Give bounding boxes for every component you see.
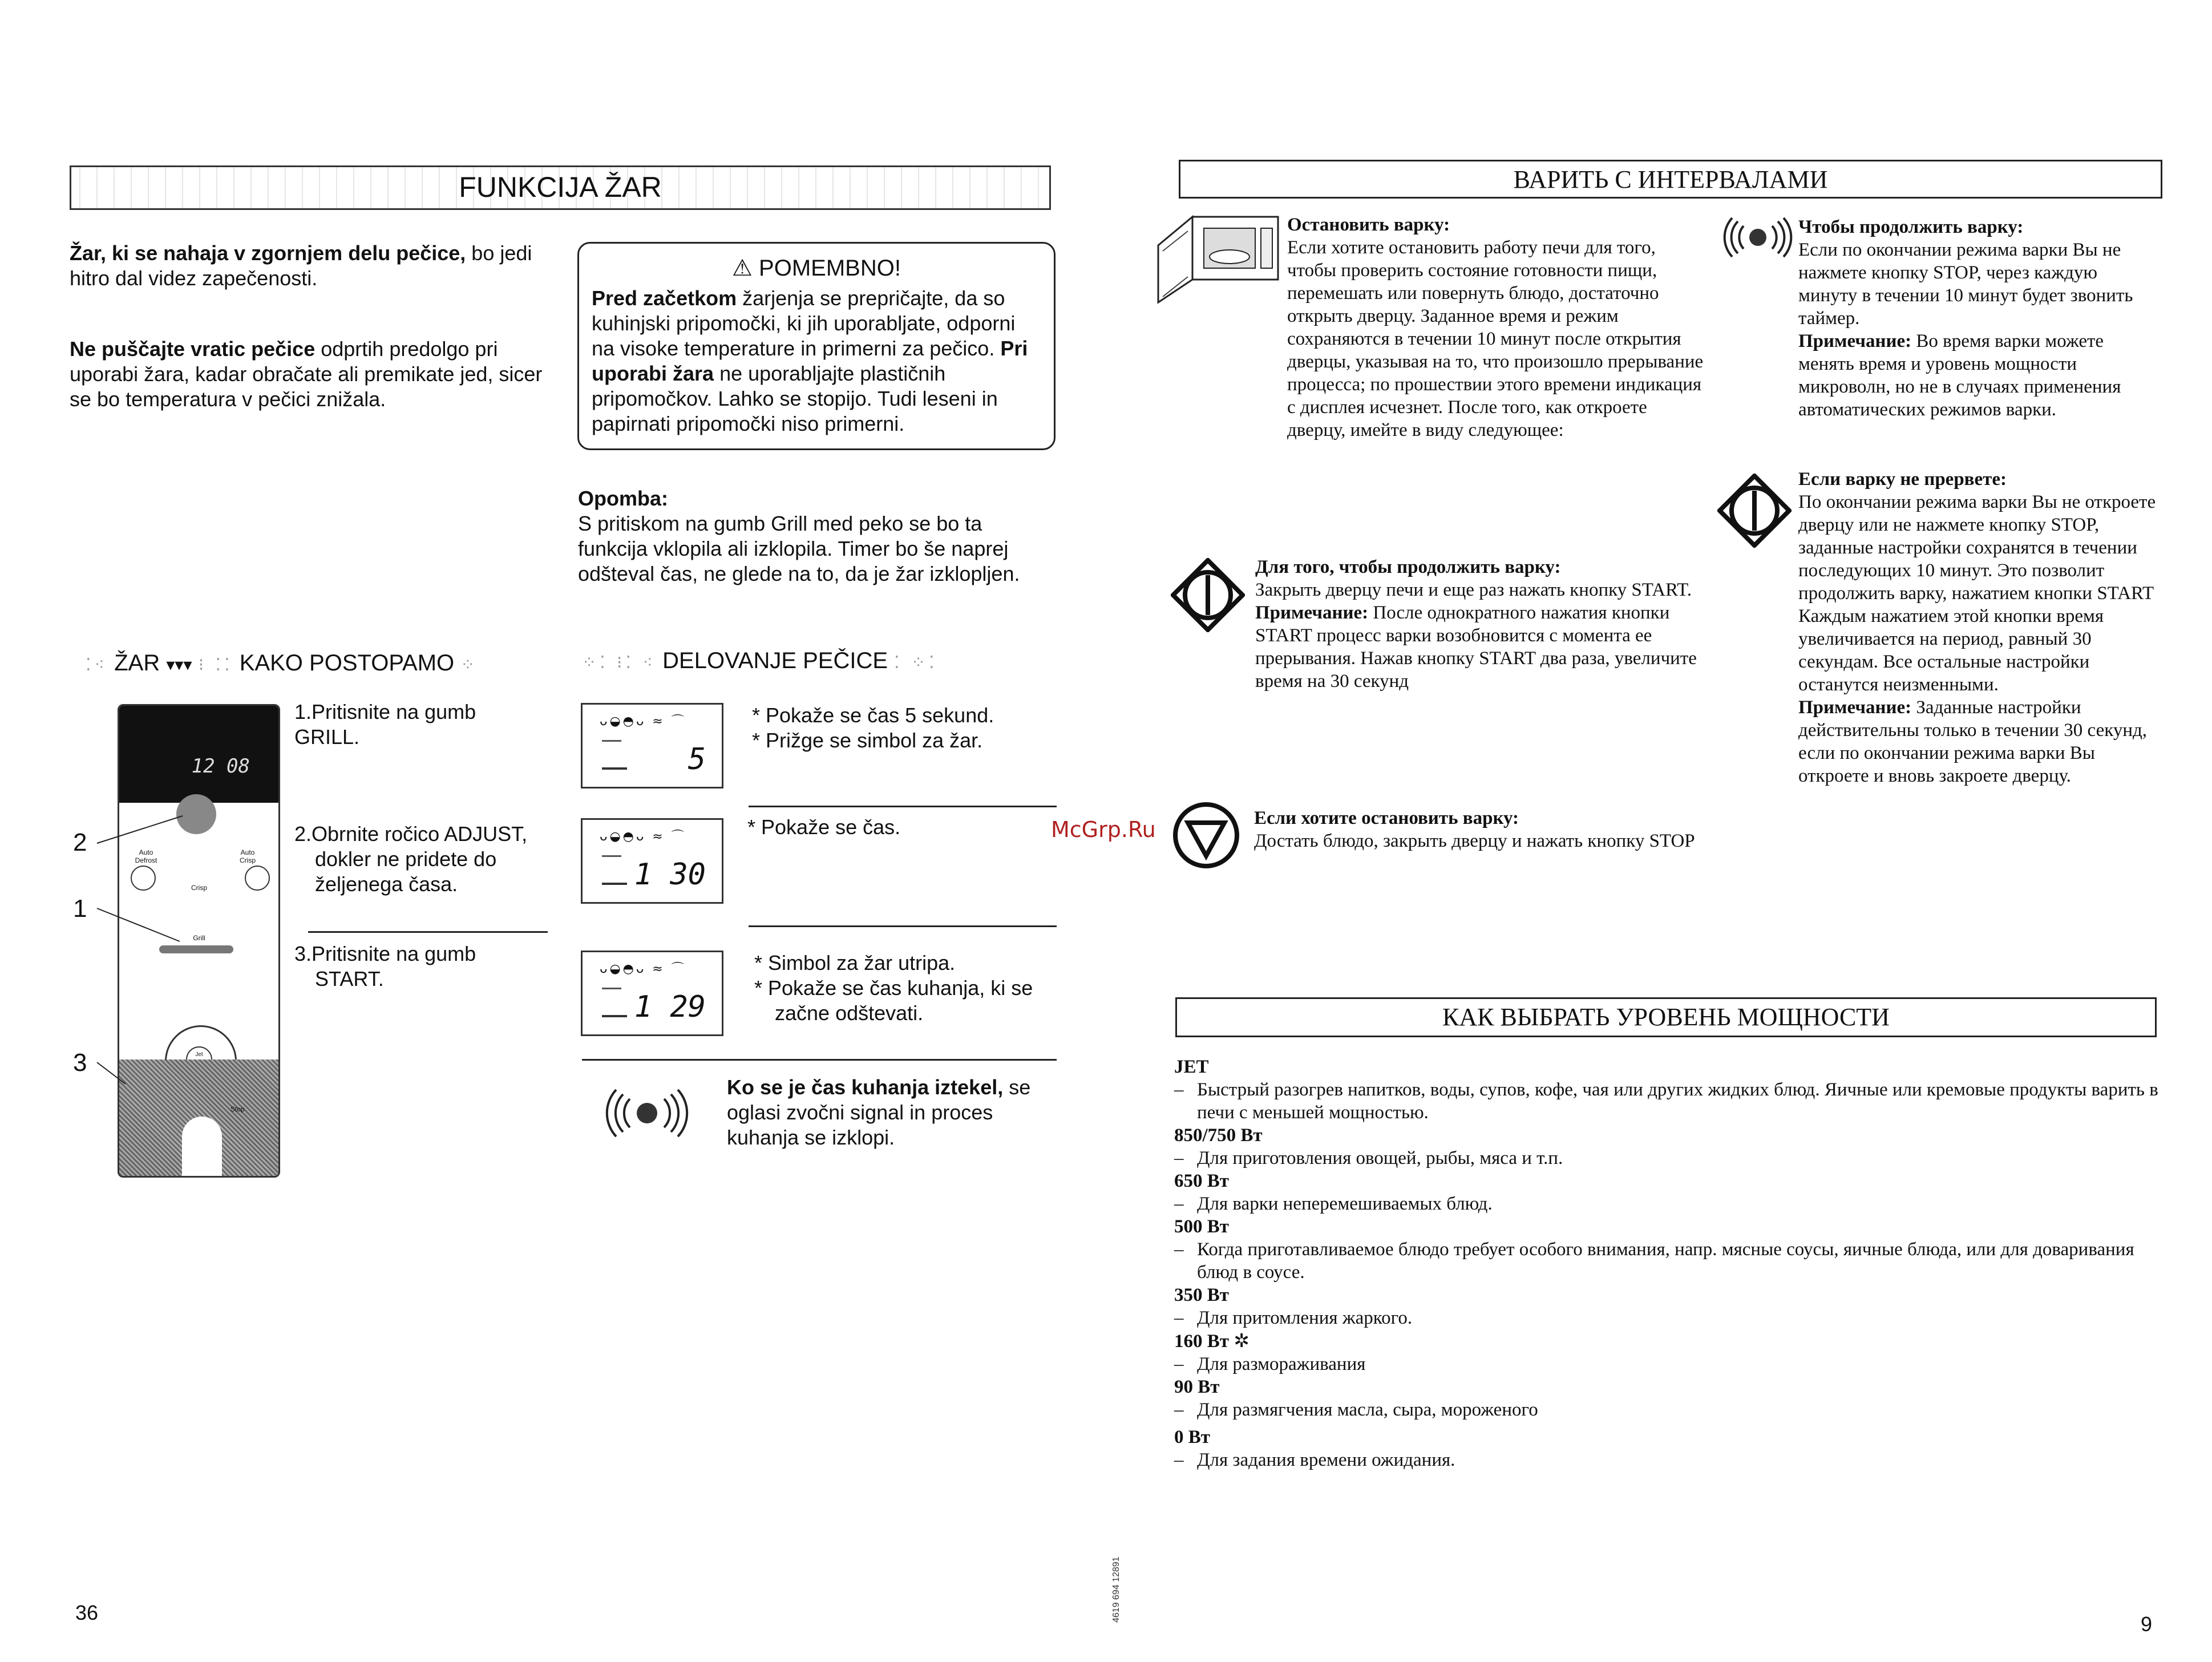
step-3: 3.Pritisnite na gumb START.: [294, 942, 476, 990]
subheading-delovanje-pecice: ⁘⁚ ⁝⁚ ⁖ DELOVANJE PEČICE ⁚ ⁘⁚: [582, 648, 938, 673]
subheading-kako-postopamo: ⁚⁖ ŽAR ▾▾▾ ⁝ ⁚⁚ KAKO POSTOPAMO ⁘: [86, 650, 479, 676]
power-levels-list: [1174, 1056, 2161, 1471]
display-icons: ᴗ◒◓ᴗ ≈ ⌒: [600, 962, 686, 976]
continue-cooking-block: Для того, чтобы продолжить варку: Закрыть дверцу печи и еще раз нажать кнопку START. Примечание: После однократного нажатия кнопки START процесс варки возобновится с момента ее прерывания. Нажав кнопку START два раза, увеличите время на 30 секунд: [1255, 557, 1697, 692]
cooking-end-note: Ko se je čas kuhanja iztekel, se oglasi zvočni signal in proces kuhanja se izklopi.: [727, 1075, 1031, 1149]
page-title: FUNKCIJA ŽAR: [459, 171, 662, 203]
bullets-state-1: * Pokaže se čas 5 sekund. * Prižge se simbol za žar.: [752, 703, 994, 752]
callout-3: 3: [73, 1049, 87, 1077]
start-button: [182, 1117, 222, 1178]
divider: [749, 925, 1057, 927]
display-icons: ᴗ◒◓ᴗ ≈ ⌒: [600, 830, 686, 844]
important-heading: ⚠ POMEMBNO!: [732, 255, 901, 281]
sound-signal-icon: [596, 1087, 698, 1139]
stop-label: Stop: [230, 1105, 245, 1113]
section-title-power: КАК ВЫБРАТЬ УРОВЕНЬ МОЩНОСТИ: [1175, 997, 2157, 1037]
power-level-item: 350 Вт – Для притомления жаркого.: [1174, 1284, 2161, 1329]
section-title-bar: [70, 165, 1051, 210]
power-level-item: 160 Вт ✲ – Для размораживания: [1174, 1329, 2161, 1376]
panel-display: [119, 706, 278, 803]
divider: [308, 931, 548, 933]
section-title-intervals: ВАРИТЬ С ИНТЕРВАЛАМИ: [1179, 160, 2162, 199]
grill-symbol-icon: ▾▾▾: [166, 655, 192, 675]
intro-paragraph-1: Žar, ki se nahaja v zgornjem delu pečice, bo jedi hitro dal videz zapečenosti.: [70, 241, 532, 290]
auto-defrost-label: Auto Defrost: [135, 848, 157, 864]
crisp-label: Crisp: [191, 884, 207, 892]
note-text: S pritiskom na gumb Grill med peko se bo ta funkcija vklopila ali izklopila. Timer bo še naprej odšteval čas, ne glede na to, da je žar izklopljen.: [578, 512, 1020, 585]
note-block: [578, 486, 1052, 587]
callout-2: 2: [73, 828, 87, 856]
grill-label: Grill: [193, 934, 205, 942]
auto-crisp-button: [245, 866, 270, 891]
display-digits: 5: [688, 742, 706, 777]
display-digits: 1 29: [634, 990, 706, 1024]
panel-display-time: 12 08: [191, 755, 250, 778]
auto-crisp-label: Auto Crisp: [239, 848, 256, 864]
power-level-item: JET – Быстрый разогрев напитков, воды, супов, кофе, чая или других жидких блюд. Яичные или кремовые продукты варить в печи с меньшей мощностью.: [1174, 1056, 2161, 1124]
step-1: 1.Pritisnite na gumb GRILL.: [294, 700, 476, 749]
divider: [749, 806, 1057, 807]
bullets-state-2: * Pokaže se čas.: [747, 815, 901, 839]
callout-1: 1: [73, 895, 87, 923]
note-title: Opomba:: [578, 487, 668, 510]
defrost-snowflake-icon: ✲: [1234, 1329, 1249, 1352]
microwave-open-door-icon: [1152, 211, 1287, 311]
display-icons: ᴗ◒◓ᴗ ≈ ⌒: [600, 714, 686, 729]
display-state-2: [581, 818, 723, 904]
power-level-item: 500 Вт – Когда приготавливаемое блюдо требует особого внимания, напр. мясные соусы, яичные блюда, или для доваривания блюд в соусе.: [1174, 1215, 2161, 1284]
stop-button-icon: [1172, 801, 1240, 870]
jet-power-button: Jet: [186, 1046, 212, 1073]
power-level-item: 650 Вт – Для варки неперемешиваемых блюд.: [1174, 1170, 2161, 1215]
print-code: 4619 694 12891: [1111, 1556, 1121, 1623]
page-number-left: 36: [75, 1601, 99, 1624]
page-number-right: 9: [2141, 1612, 2153, 1636]
stop-final-block: Если хотите остановить варку: Достать блюдо, закрыть дверцу и нажать кнопку STOP: [1254, 808, 1695, 851]
power-level-item: 0 Вт – Для задания времени ожидания.: [1174, 1426, 2161, 1471]
start-button-icon: [1717, 474, 1792, 548]
to-continue-block: Чтобы продолжить варку: Если по окончании режима варки Вы не нажмете кнопку STOP, через каждую минуту в течении 10 минут будет звонить таймер. Примечание: Во время варки можете менять время и уровень мощности микроволн, но не в случаях применения автоматических режимов варки.: [1798, 217, 2133, 420]
step-2: 2.Obrnite ročico ADJUST, dokler ne pridete do željenega časa.: [294, 822, 528, 896]
display-digits: 1 30: [634, 858, 706, 892]
display-state-1: [581, 703, 723, 788]
sound-signal-icon: [1715, 216, 1801, 259]
stop-cooking-block: Остановить варку: Если хотите остановить работу печи для того, чтобы проверить состояние готовности пищи, перемешать или повернуть блюдо, достаточно открыть дверцу. Заданное время и режим сохраняются в течении 10 минут после открытия дверцы, указывая на то, что произошло прерывание процесса; по прошествии этого времени индикация с дисплея исчезнет. После того, как откроете дверцу, имейте в виду следующее:: [1287, 215, 1704, 440]
bullets-state-3: * Simbol za žar utripa. * Pokaže se čas kuhanja, ki se začne odštevati.: [754, 951, 1033, 1025]
important-text: Pred začetkom žarjenja se prepričajte, da so kuhinjski pripomočki, ki jih uporabljate, odporni na visoke temperature in primerni za pečico. Pri uporabi žara ne uporabljajte plastičnih pripomočkov. Lahko se stopijo. Tudi leseni in papirnati pripomočki niso primerni.: [592, 286, 1028, 435]
divider: [582, 1059, 1057, 1061]
not-interrupt-block: Если варку не прервете: По окончании режима варки Вы не откроете дверцу или не нажмете кнопку STOP, заданные настройки сохранятся в течении последующих 10 минут. Это позволит продолжить варку, нажатием кнопки START Каждым нажатием этой кнопки время увеличивается на период, равный 30 секундам. Все остальные настройки останутся неизменными. Примечание: Заданные настройки действительны только в течении 30 секунд, если по окончании режима варки Вы откроете и вновь закроете дверцу.: [1798, 469, 2156, 786]
intro-paragraph-2: Ne puščajte vratic pečice odprtih predolgo pri uporabi žara, kadar obračate ali premikate jed, sicer se bo temperatura v pečici znižala.: [70, 337, 543, 411]
power-level-item: 90 Вт – Для размягчения масла, сыра, мороженого: [1174, 1376, 2161, 1421]
power-level-item: 850/750 Вт – Для приготовления овощей, рыбы, мяса и т.п.: [1174, 1124, 2161, 1170]
callout-lines: [86, 799, 200, 1095]
start-button-icon: [1171, 558, 1245, 632]
watermark: McGrp.Ru: [1051, 817, 1156, 842]
display-state-3: [581, 951, 723, 1036]
warning-icon: ⚠: [732, 255, 753, 281]
important-box: [577, 242, 1056, 450]
